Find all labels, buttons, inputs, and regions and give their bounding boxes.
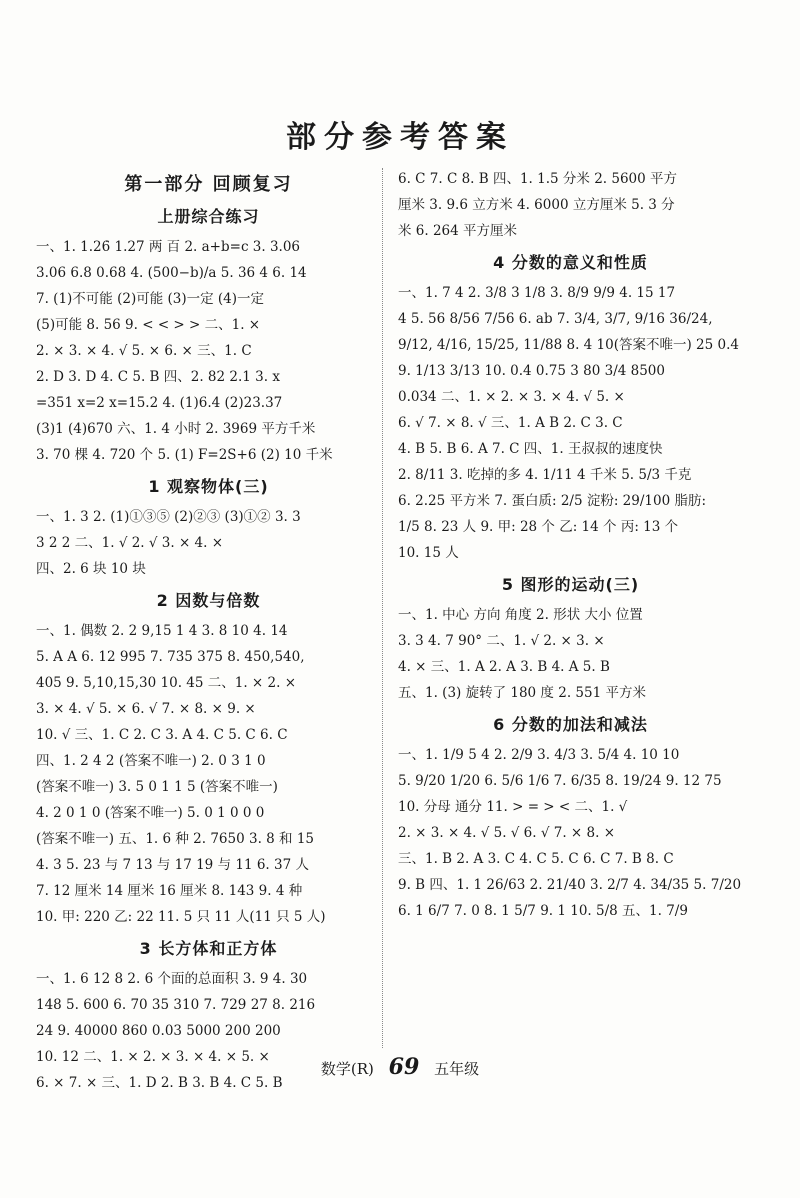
answer-line: 6. 1 6/7 7. 0 8. 1 5/7 9. 1 10. 5/8 五、1. 7/9 [398,903,688,919]
answer-line: 一、1. 6 12 8 2. 6 个面的总面积 3. 9 4. 30 [36,971,308,987]
answer-line: 4. × 三、1. A 2. A 3. B 4. A 5. B [398,659,610,675]
answer-line: 6. × 7. × 三、1. D 2. B 3. B 4. C 5. B [36,1075,283,1091]
answer-line: 2. × 3. × 4. √ 5. √ 6. √ 7. × 8. × [398,825,616,841]
answer-line: 1/5 8. 23 人 9. 甲: 28 个 乙: 14 个 丙: 13 个 [398,519,679,535]
section-title: 5 图形的运动(三) [501,575,640,594]
answer-line: =351 x=2 x=15.2 4. (1)6.4 (2)23.37 [36,395,283,411]
answer-line: 6. √ 7. × 8. √ 三、1. A B 2. C 3. C [398,415,623,431]
answer-line: (答案不唯一) 五、1. 6 种 2. 7650 3. 8 和 15 [36,831,315,847]
column-divider [382,168,383,1048]
answer-line: 405 9. 5,10,15,30 10. 45 二、1. × 2. × [36,675,297,691]
answer-line: 三、1. B 2. A 3. C 4. C 5. C 6. C 7. B 8. C [398,851,674,867]
answer-line: 4. 3 5. 23 与 7 13 与 17 19 与 11 6. 37 人 [36,857,309,873]
answer-line: 3. 70 棵 4. 720 个 5. (1) F=2S+6 (2) 10 千米 [36,447,333,463]
answer-line: 10. 15 人 [398,545,459,561]
answer-line: 一、1. 1/9 5 4 2. 2/9 3. 4/3 3. 5/4 4. 10 10 [398,747,680,763]
answer-line: 4 5. 56 8/56 7/56 6. ab 7. 3/4, 3/7, 9/16 36/24, [398,311,713,327]
page-footer [0,1054,800,1080]
answer-line: 2. × 3. × 4. √ 5. × 6. × 三、1. C [36,343,252,359]
answer-line: 2. D 3. D 4. C 5. B 四、2. 82 2.1 3. x [36,369,280,385]
answer-line: 9/12, 4/16, 15/25, 11/88 8. 4 10(答案不唯一) 25 0.4 [398,337,739,353]
answer-line: 2. 8/11 3. 吃掉的多 4. 1/11 4 千米 5. 5/3 千克 [398,467,692,483]
section-title: 6 分数的加法和减法 [493,715,648,734]
right-sections [398,250,743,924]
answer-line: 9. 1/13 3/13 10. 0.4 0.75 3 80 3/4 8500 [398,363,665,379]
answer-line: 7. (1)不可能 (2)可能 (3)一定 (4)一定 [36,291,265,307]
section-title: 1 观察物体(三) [148,477,269,496]
page-title: 部分参考答案 [286,120,514,155]
part-title: 第一部分 回顾复习 [124,174,293,195]
left-sections [36,204,381,1096]
answer-line: 10. 甲: 220 乙: 22 11. 5 只 11 人(11 只 5 人) [36,909,326,925]
section-title: 3 长方体和正方体 [139,939,278,958]
section-title: 4 分数的意义和性质 [493,253,648,272]
answer-line: 四、2. 6 块 10 块 [36,561,146,577]
answer-line: 一、1. 7 4 2. 3/8 3 1/8 3. 8/9 9/9 4. 15 17 [398,285,676,301]
answer-line: (5)可能 8. 56 9. < < > > 二、1. × [36,317,261,333]
section-title: 2 因数与倍数 [156,591,261,610]
answer-line: 24 9. 40000 860 0.03 5000 200 200 [36,1023,281,1039]
right-column [398,166,743,924]
page-number: 69 [388,1054,420,1080]
answer-line: 5. 9/20 1/20 6. 5/6 1/6 7. 6/35 8. 19/24 9. 12 75 [398,773,722,789]
answer-line: 四、1. 2 4 2 (答案不唯一) 2. 0 3 1 0 [36,753,266,769]
right-top-lines [398,166,743,244]
answer-line: 一、1. 3 2. (1)①③⑤ (2)②③ (3)①② 3. 3 [36,509,301,525]
answer-line: 米 6. 264 平方厘米 [398,223,518,239]
answer-line: 5. A A 6. 12 995 7. 735 375 8. 450,540, [36,649,305,665]
answer-line: 3. × 4. √ 5. × 6. √ 7. × 8. × 9. × [36,701,256,717]
answer-line: 10. 12 二、1. × 2. × 3. × 4. × 5. × [36,1049,270,1065]
left-column [36,166,381,1096]
answer-line: 厘米 3. 9.6 立方米 4. 6000 立方厘米 5. 3 分 [398,197,675,213]
footer-subject: 数学(R) [320,1060,374,1078]
answer-line: 3. 3 4. 7 90° 二、1. √ 2. × 3. × [398,633,605,649]
answer-line: 6. C 7. C 8. B 四、1. 1.5 分米 2. 5600 平方 [398,171,678,187]
answer-line: 7. 12 厘米 14 厘米 16 厘米 8. 143 9. 4 种 [36,883,303,899]
answer-line: 3 2 2 二、1. √ 2. √ 3. × 4. × [36,535,224,551]
answer-line: 148 5. 600 6. 70 35 310 7. 729 27 8. 216 [36,997,316,1013]
section-title: 上册综合练习 [157,207,260,226]
answer-line: 3.06 6.8 0.68 4. (500−b)/a 5. 36 4 6. 14 [36,265,307,281]
answer-line: (答案不唯一) 3. 5 0 1 1 5 (答案不唯一) [36,779,278,795]
answer-line: 4. 2 0 1 0 (答案不唯一) 5. 0 1 0 0 0 [36,805,265,821]
answer-line: 10. 分母 通分 11. > = > < 二、1. √ [398,799,628,815]
answer-line: 9. B 四、1. 1 26/63 2. 21/40 3. 2/7 4. 34/35 5. 7/20 [398,877,742,893]
answer-line: 4. B 5. B 6. A 7. C 四、1. 王叔叔的速度快 [398,441,663,457]
answer-line: 10. √ 三、1. C 2. C 3. A 4. C 5. C 6. C [36,727,288,743]
answer-line: 一、1. 偶数 2. 2 9,15 1 4 3. 8 10 4. 14 [36,623,288,639]
answer-line: 6. 2.25 平方米 7. 蛋白质: 2/5 淀粉: 29/100 脂肪: [398,493,707,509]
answer-line: 一、1. 中心 方向 角度 2. 形状 大小 位置 [398,607,643,623]
answer-line: (3)1 (4)670 六、1. 4 小时 2. 3969 平方千米 [36,421,316,437]
answer-line: 一、1. 1.26̇ 1.27 两 百 2. a+b=c 3. 3.06 [36,239,301,255]
answer-line: 0.034 二、1. × 2. × 3. × 4. √ 5. × [398,389,625,405]
answer-line: 五、1. (3) 旋转了 180 度 2. 551 平方米 [398,685,646,701]
footer-grade: 五年级 [434,1060,480,1078]
